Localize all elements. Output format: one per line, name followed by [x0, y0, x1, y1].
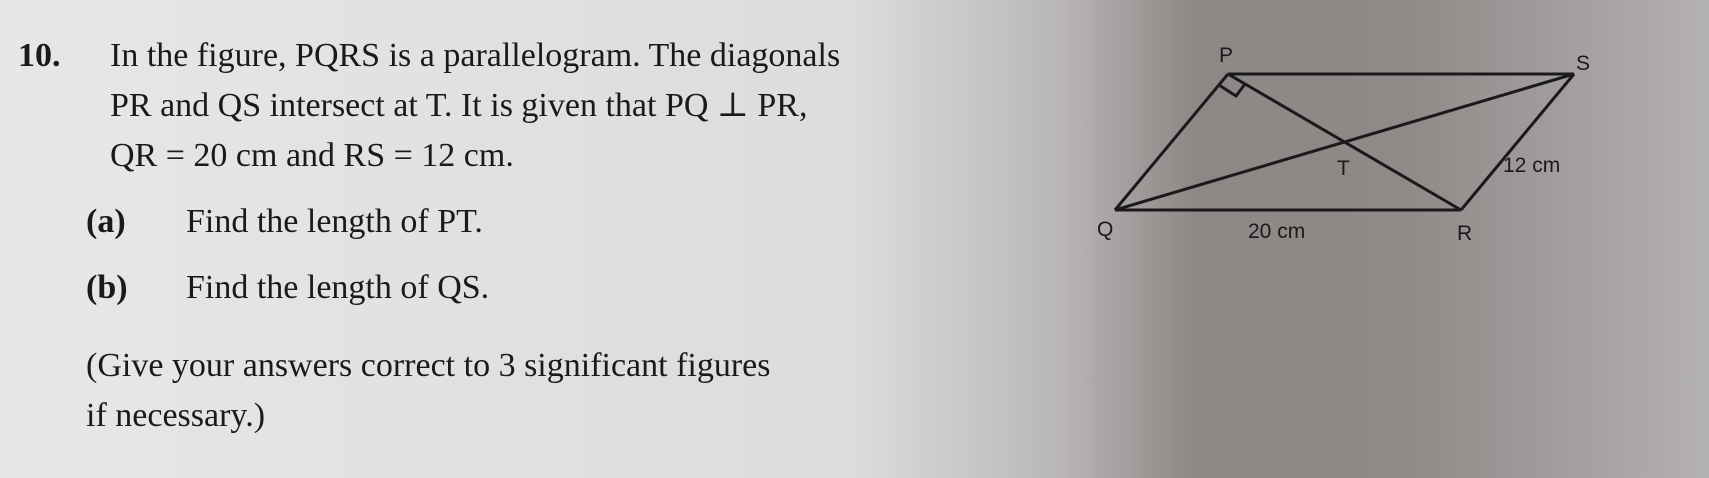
note-line-2: if necessary.) [86, 397, 266, 434]
question-line-3: QR = 20 cm and RS = 12 cm. [110, 137, 514, 174]
part-b-label: (b) [86, 269, 128, 306]
part-a-label: (a) [86, 203, 126, 240]
vertex-r-label: R [1457, 222, 1473, 245]
side-rs-length-label: 12 cm [1503, 154, 1561, 177]
vertex-q-label: Q [1097, 218, 1114, 241]
vertex-p-label: P [1219, 44, 1234, 67]
vertex-s-label: S [1576, 52, 1591, 75]
diagonal-qs [1115, 74, 1574, 210]
right-angle-marker [1219, 84, 1245, 96]
note-line-1: (Give your answers correct to 3 significant figures [86, 347, 771, 384]
side-rs [1461, 74, 1574, 210]
vertex-t-label: T [1337, 157, 1350, 180]
part-a-text: Find the length of PT. [186, 203, 483, 240]
question-line-1: In the figure, PQRS is a parallelogram. The diagonals [110, 37, 841, 74]
question-number: 10. [18, 37, 61, 74]
part-b-text: Find the length of QS. [186, 269, 490, 306]
side-qr-length-label: 20 cm [1248, 220, 1306, 243]
side-pq [1115, 74, 1228, 210]
question-line-2: PR and QS intersect at T. It is given that PQ ⊥ PR, [110, 87, 808, 124]
